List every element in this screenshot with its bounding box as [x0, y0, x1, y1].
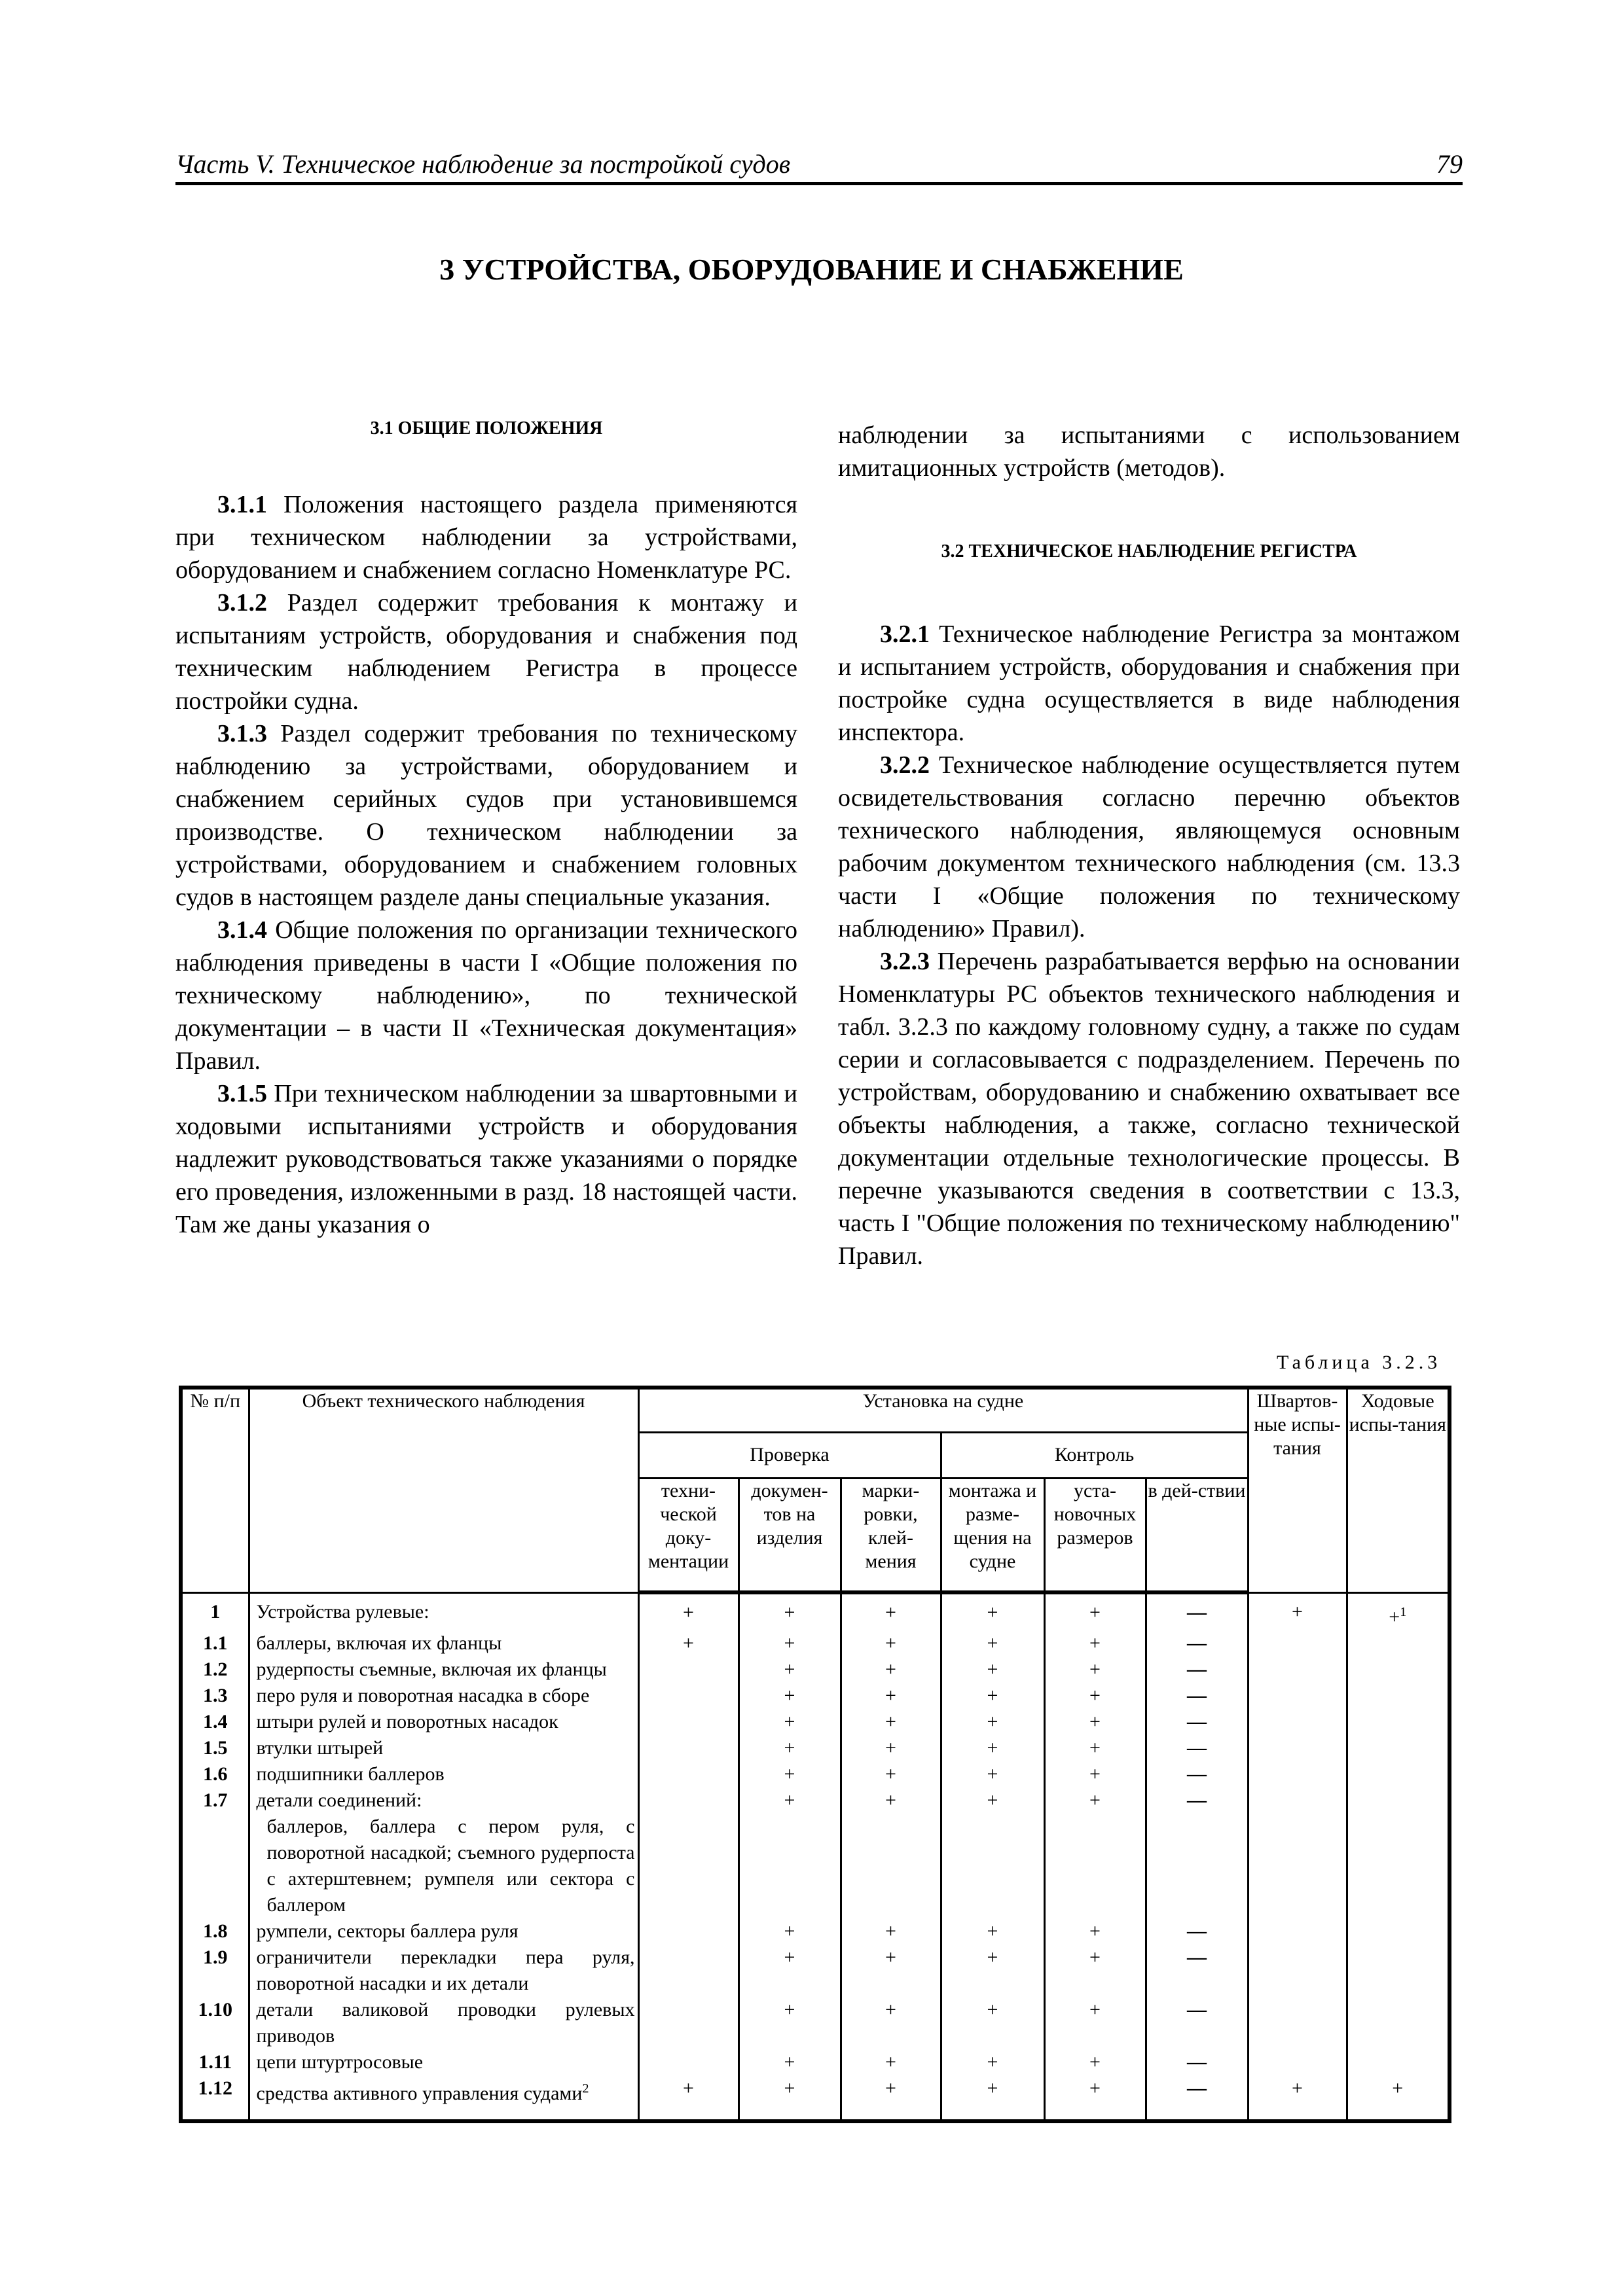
- mark-cell: [1146, 1630, 1248, 1657]
- mark-cell: [1347, 1735, 1450, 1761]
- mark: +: [1089, 2077, 1101, 2099]
- mark-cell: [941, 2075, 1044, 2121]
- mark-cell: [1248, 1787, 1347, 1814]
- mark-cell: [739, 1997, 841, 2049]
- mark-cell: [1044, 1683, 1146, 1709]
- mark-cell: [1248, 2075, 1347, 2121]
- mark-cell: [941, 1787, 1044, 1814]
- mark-cell: [1146, 1735, 1248, 1761]
- mark-cell: [1347, 1683, 1450, 1709]
- mark: —: [1187, 1789, 1207, 1811]
- paragraph-text: Раздел содержит требования к монтажу и испытаниям устройств, оборудования и снабжения под техническим наблюдением Регистра в процессе постройки судна.: [175, 589, 797, 715]
- paragraph: [175, 1077, 797, 1241]
- mark: +: [784, 1789, 795, 1811]
- mark-cell: [638, 1735, 739, 1761]
- mark-cell: [1146, 2049, 1248, 2075]
- right-column: [838, 419, 1460, 1272]
- paragraph: [838, 618, 1460, 749]
- mark-cell: [739, 2049, 841, 2075]
- paragraph-number: 3.1.2: [217, 589, 267, 617]
- mark: +: [987, 1684, 998, 1706]
- row-object: [249, 1814, 638, 1918]
- row-object: [249, 1657, 638, 1683]
- mark: —: [1187, 1632, 1207, 1654]
- row-object-text: румпели, секторы баллера руля: [256, 1920, 519, 1942]
- row-number: 1.12: [181, 2075, 249, 2121]
- paragraph-text: Положения настоящего раздела применяются при техническом наблюдении за устройствами, оборудованием и снабжением согласно Номенклатуре РС.: [175, 491, 797, 584]
- mark-cell: [941, 1814, 1044, 1918]
- mark-cell: [638, 1709, 739, 1735]
- paragraph-number: 3.2.2: [880, 751, 930, 779]
- mark: +: [885, 1920, 896, 1942]
- row-object: [249, 1918, 638, 1945]
- mark-cell: [841, 1761, 941, 1787]
- row-object-text: средства активного управления судами: [256, 2082, 583, 2104]
- mark: +: [784, 1658, 795, 1680]
- mark: +: [885, 1710, 896, 1732]
- mark-cell: [1146, 1683, 1248, 1709]
- row-object: [249, 2049, 638, 2075]
- subheader: техни-ческой доку-ментации: [638, 1478, 739, 1592]
- mark: +: [683, 2077, 694, 2099]
- mark: +: [1292, 1600, 1303, 1623]
- mark-cell: [638, 1592, 739, 1630]
- mark: +: [784, 2051, 795, 2073]
- row-object: [249, 1997, 638, 2049]
- mark-cell: [1044, 1918, 1146, 1945]
- footnote-ref: 1: [1400, 1604, 1407, 1619]
- mark: +: [885, 2051, 896, 2073]
- row-object-text: подшипники баллеров: [256, 1763, 445, 1785]
- table-caption: Таблица 3.2.3: [1277, 1352, 1442, 1373]
- mark: +: [1392, 2077, 1404, 2099]
- table-row: [181, 1630, 1450, 1657]
- mark-cell: [638, 1945, 739, 1997]
- mark-cell: [841, 1592, 941, 1630]
- subheader: монтажа и разме-щения на судне: [941, 1478, 1044, 1592]
- mark: +: [1389, 1605, 1400, 1628]
- mark-cell: [841, 1918, 941, 1945]
- paragraph: [175, 914, 797, 1077]
- table-row: [181, 1997, 1450, 2049]
- mark: +: [987, 1920, 998, 1942]
- mark: +: [784, 1710, 795, 1732]
- mark-cell: [638, 1814, 739, 1918]
- mark: +: [784, 2077, 795, 2099]
- mark-cell: [1347, 1592, 1450, 1630]
- mark: +: [1089, 1789, 1101, 1811]
- mark-cell: [1347, 1814, 1450, 1918]
- row-number: 1.6: [181, 1761, 249, 1787]
- table-row: [181, 1787, 1450, 1814]
- row-object: [249, 1592, 638, 1630]
- mark: +: [784, 1763, 795, 1785]
- row-number: 1.7: [181, 1787, 249, 1814]
- table-row: [181, 1761, 1450, 1787]
- mark: +: [885, 1998, 896, 2020]
- row-number: [181, 1814, 249, 1918]
- mark-cell: [941, 1657, 1044, 1683]
- mark: +: [1089, 1736, 1101, 1759]
- mark-cell: [841, 1997, 941, 2049]
- mark-cell: [1347, 1918, 1450, 1945]
- mark: +: [784, 1946, 795, 1968]
- table-row: [181, 1735, 1450, 1761]
- left-column: [175, 412, 797, 1241]
- paragraph-number: 3.1.3: [217, 720, 267, 747]
- mark-cell: [1347, 1787, 1450, 1814]
- mark-cell: [638, 1630, 739, 1657]
- mark-cell: [1044, 2049, 1146, 2075]
- header-num: № п/п: [181, 1388, 249, 1592]
- mark-cell: [1347, 2075, 1450, 2121]
- mark-cell: [1347, 1945, 1450, 1997]
- subheader: марки-ровки, клей-мения: [841, 1478, 941, 1592]
- row-number: 1: [181, 1592, 249, 1630]
- header-mooring: Швартов-ные испы-тания: [1248, 1388, 1347, 1592]
- mark-cell: [841, 2075, 941, 2121]
- running-header: [175, 143, 1463, 185]
- paragraph: [175, 717, 797, 914]
- mark-cell: [1146, 1657, 1248, 1683]
- row-object-text: детали валиковой проводки рулевых приводов: [256, 1998, 635, 2047]
- paragraph-number: 3.2.1: [880, 620, 930, 648]
- mark-cell: [941, 1945, 1044, 1997]
- header-object: Объект технического наблюдения: [249, 1388, 638, 1592]
- mark-cell: [739, 1592, 841, 1630]
- mark-cell: [739, 1735, 841, 1761]
- mark-cell: [1248, 1657, 1347, 1683]
- table-row: [181, 1683, 1450, 1709]
- mark-cell: [841, 1630, 941, 1657]
- paragraph-text: Раздел содержит требования по техническому наблюдению за устройствами, оборудованием и снабжением серийных судов при установившемся производстве. О техническом наблюдении за устройствами, оборудованием и снабжением головных судов в настоящем разделе даны специальные указания.: [175, 720, 797, 911]
- mark: +: [885, 1684, 896, 1706]
- mark-cell: [841, 1683, 941, 1709]
- mark-cell: [1248, 2049, 1347, 2075]
- mark-cell: [941, 1735, 1044, 1761]
- table-row: [181, 2049, 1450, 2075]
- mark: +: [784, 1602, 795, 1623]
- mark-cell: [1347, 1630, 1450, 1657]
- mark-cell: [1044, 1657, 1146, 1683]
- section-title: 3.2 ТЕХНИЧЕСКОЕ НАБЛЮДЕНИЕ РЕГИСТРА: [941, 541, 1357, 562]
- mark-cell: [1146, 1814, 1248, 1918]
- mark-cell: [1044, 2075, 1146, 2121]
- mark-cell: [1248, 1945, 1347, 1997]
- page-number: 79: [1436, 149, 1463, 179]
- mark-cell: [1044, 1630, 1146, 1657]
- mark: +: [885, 1763, 896, 1785]
- mark-cell: [1146, 2075, 1248, 2121]
- mark: +: [885, 1658, 896, 1680]
- mark: —: [1187, 2077, 1207, 2099]
- mark-cell: [941, 1997, 1044, 2049]
- mark-cell: [1347, 1657, 1450, 1683]
- paragraph: [838, 749, 1460, 945]
- mark: +: [987, 1658, 998, 1680]
- mark: +: [1089, 1763, 1101, 1785]
- mark-cell: [1248, 1592, 1347, 1630]
- mark: —: [1187, 1684, 1207, 1706]
- mark-cell: [638, 1918, 739, 1945]
- table-row: [181, 1657, 1450, 1683]
- mark: +: [1089, 1998, 1101, 2020]
- mark-cell: [1146, 1787, 1248, 1814]
- mark: +: [1089, 1658, 1101, 1680]
- row-number: 1.8: [181, 1918, 249, 1945]
- header-installation: Установка на судне: [638, 1388, 1248, 1432]
- mark: +: [1089, 1710, 1101, 1732]
- mark: +: [1089, 1632, 1101, 1654]
- paragraph-text: Техническое наблюдение Регистра за монтажом и испытанием устройств, оборудования и снабжения при постройке судна осуществляется в виде наблюдения инспектора.: [838, 620, 1460, 746]
- subheader: докумен-тов на изделия: [739, 1478, 841, 1592]
- chapter-title: 3 УСТРОЙСТВА, ОБОРУДОВАНИЕ И СНАБЖЕНИЕ: [439, 253, 1184, 286]
- mark: —: [1187, 1920, 1207, 1942]
- subheader: в дей-ствии: [1146, 1478, 1248, 1592]
- row-object-text: ограничители перекладки пера руля, поворотной насадки и их детали: [256, 1946, 635, 1994]
- table-row: [181, 1918, 1450, 1945]
- mark-cell: [1044, 1709, 1146, 1735]
- mark-cell: [638, 2075, 739, 2121]
- mark-cell: [739, 1918, 841, 1945]
- mark-cell: [1146, 1945, 1248, 1997]
- mark-cell: [1248, 1814, 1347, 1918]
- mark-cell: [638, 1683, 739, 1709]
- mark-cell: [1146, 1918, 1248, 1945]
- row-number: 1.5: [181, 1735, 249, 1761]
- mark-cell: [739, 1657, 841, 1683]
- mark: +: [683, 1602, 694, 1623]
- mark-cell: [1347, 2049, 1450, 2075]
- row-object: [249, 2075, 638, 2121]
- mark: +: [885, 1602, 896, 1623]
- mark-cell: [941, 1761, 1044, 1787]
- row-number: 1.10: [181, 1997, 249, 2049]
- mark: —: [1187, 2051, 1207, 2073]
- mark: —: [1187, 1946, 1207, 1968]
- mark-cell: [739, 1630, 841, 1657]
- mark-cell: [1146, 1761, 1248, 1787]
- mark-cell: [1248, 1761, 1347, 1787]
- row-object-text: перо руля и поворотная насадка в сборе: [256, 1684, 590, 1706]
- mark-cell: [1146, 1709, 1248, 1735]
- paragraph: [175, 488, 797, 586]
- mark: +: [987, 1946, 998, 1968]
- mark-cell: [739, 2075, 841, 2121]
- row-object-text: втулки штырей: [256, 1736, 384, 1759]
- paragraph: [838, 945, 1460, 1272]
- mark-cell: [841, 1709, 941, 1735]
- subheader: уста-новочных размеров: [1044, 1478, 1146, 1592]
- mark-cell: [1347, 1761, 1450, 1787]
- row-number: 1.1: [181, 1630, 249, 1657]
- row-object-text: детали соединений:: [256, 1789, 422, 1811]
- mark: —: [1187, 1736, 1207, 1759]
- row-object-text: рудерпосты съемные, включая их фланцы: [256, 1658, 607, 1680]
- mark: +: [987, 2077, 998, 2099]
- mark-cell: [1248, 1918, 1347, 1945]
- row-object-text: Устройства рулевые:: [256, 1600, 429, 1623]
- row-object: [249, 1761, 638, 1787]
- table-row: [181, 1592, 1450, 1630]
- mark-cell: [638, 1761, 739, 1787]
- mark-cell: [841, 1657, 941, 1683]
- mark-cell: [1044, 1761, 1146, 1787]
- mark-cell: [1248, 1683, 1347, 1709]
- mark: +: [784, 1736, 795, 1759]
- mark: —: [1187, 1658, 1207, 1680]
- row-object-text: цепи штуртросовые: [256, 2051, 424, 2073]
- mark: +: [784, 1632, 795, 1654]
- row-number: 1.9: [181, 1945, 249, 1997]
- row-object-text: баллеры, включая их фланцы: [256, 1632, 502, 1654]
- row-object: [249, 1735, 638, 1761]
- mark: +: [885, 1789, 896, 1811]
- mark: —: [1187, 1998, 1207, 2020]
- row-object-text: штыри рулей и поворотных насадок: [256, 1710, 558, 1732]
- mark-cell: [1248, 1997, 1347, 2049]
- mark-cell: [941, 1683, 1044, 1709]
- mark: +: [1089, 2051, 1101, 2073]
- mark-cell: [739, 1683, 841, 1709]
- mark-cell: [739, 1761, 841, 1787]
- mark-cell: [1044, 1592, 1146, 1630]
- mark-cell: [941, 1709, 1044, 1735]
- mark-cell: [1044, 1787, 1146, 1814]
- row-number: 1.4: [181, 1709, 249, 1735]
- mark-cell: [1248, 1735, 1347, 1761]
- header-control: Контроль: [941, 1432, 1248, 1478]
- mark: +: [1089, 1920, 1101, 1942]
- mark: —: [1187, 1602, 1207, 1623]
- mark-cell: [638, 1997, 739, 2049]
- row-object: [249, 1630, 638, 1657]
- paragraph-number: 3.1.4: [217, 916, 267, 944]
- mark-cell: [841, 1735, 941, 1761]
- header-check: Проверка: [638, 1432, 941, 1478]
- mark-cell: [739, 1945, 841, 1997]
- mark: +: [987, 1789, 998, 1811]
- mark-cell: [739, 1787, 841, 1814]
- paragraph-text: Перечень разрабатывается верфью на основании Номенклатуры РС объектов технического наблюдения и табл. 3.2.3 по каждому головному судну, а также по судам серии и согласовывается с подразделением. Перечень по устройствам, оборудованию и снабжению охватывает все объекты наблюдения, а также, согласно технической документации отдельные технологические процессы. В перечне указываются сведения в соответствии с 13.3, часть I "Общие положения по техническому наблюдению" Правил.: [838, 948, 1460, 1270]
- mark-cell: [1248, 1630, 1347, 1657]
- mark: +: [683, 1632, 694, 1654]
- mark: +: [784, 1684, 795, 1706]
- table-row: [181, 1814, 1450, 1918]
- mark-cell: [941, 1592, 1044, 1630]
- mark: +: [1292, 2077, 1303, 2099]
- mark-cell: [841, 2049, 941, 2075]
- mark-cell: [1044, 1735, 1146, 1761]
- mark-cell: [841, 1787, 941, 1814]
- mark-cell: [1347, 1997, 1450, 2049]
- paragraph-text: Общие положения по организации технического наблюдения приведены в части I «Общие положения по техническому наблюдению», по технической документации – в части II «Техническая документация» Правил.: [175, 916, 797, 1075]
- mark: +: [1089, 1602, 1101, 1623]
- mark: —: [1187, 1710, 1207, 1732]
- header-sea: Ходовые испы-тания: [1347, 1388, 1450, 1592]
- mark-cell: [1044, 1945, 1146, 1997]
- table-row: [181, 1945, 1450, 1997]
- mark-cell: [841, 1814, 941, 1918]
- mark-cell: [638, 2049, 739, 2075]
- mark-cell: [1248, 1709, 1347, 1735]
- paragraph-number: 3.1.1: [217, 491, 267, 518]
- mark-cell: [1347, 1709, 1450, 1735]
- mark: +: [987, 1763, 998, 1785]
- row-object: [249, 1945, 638, 1997]
- row-object: [249, 1683, 638, 1709]
- mark: +: [885, 1946, 896, 1968]
- mark-cell: [941, 1630, 1044, 1657]
- mark-cell: [1044, 1997, 1146, 2049]
- paragraph: [175, 586, 797, 717]
- row-object: [249, 1787, 638, 1814]
- section-title: 3.1 ОБЩИЕ ПОЛОЖЕНИЯ: [370, 418, 603, 439]
- row-number: 1.11: [181, 2049, 249, 2075]
- mark: +: [1089, 1946, 1101, 1968]
- row-object-text: баллеров, баллера с пером руля, с поворотной насадкой; съемного рудерпоста с ахтерштевнем; румпеля или сектора с баллером: [266, 1815, 635, 1916]
- paragraph-number: 3.1.5: [217, 1080, 267, 1107]
- mark: —: [1187, 1763, 1207, 1785]
- mark: +: [1089, 1684, 1101, 1706]
- paragraph-text: Техническое наблюдение осуществляется путем освидетельствования согласно перечню объектов технического наблюдения, являющемуся основным рабочим документом технического наблюдения (см. 13.3 части I «Общие положения по техническому наблюдению» Правил).: [838, 751, 1460, 942]
- continuation-text: наблюдении за испытаниями с использованием имитационных устройств (методов).: [838, 422, 1460, 482]
- mark: +: [987, 1710, 998, 1732]
- mark-cell: [1044, 1814, 1146, 1918]
- inspection-table: [179, 1386, 1451, 2123]
- table-row: [181, 1709, 1450, 1735]
- footnote-ref: 2: [582, 2081, 589, 2096]
- row-number: 1.2: [181, 1657, 249, 1683]
- running-title: Часть V. Техническое наблюдение за постройкой судов: [175, 149, 791, 179]
- mark-cell: [739, 1709, 841, 1735]
- mark-cell: [941, 2049, 1044, 2075]
- mark: +: [987, 1632, 998, 1654]
- mark: +: [784, 1998, 795, 2020]
- mark-cell: [638, 1657, 739, 1683]
- mark-cell: [941, 1918, 1044, 1945]
- table-row: [181, 2075, 1450, 2121]
- mark-cell: [841, 1945, 941, 1997]
- mark-cell: [638, 1787, 739, 1814]
- mark: +: [885, 2077, 896, 2099]
- mark: +: [885, 1632, 896, 1654]
- row-number: 1.3: [181, 1683, 249, 1709]
- mark: +: [987, 2051, 998, 2073]
- row-object: [249, 1709, 638, 1735]
- mark-cell: [1146, 1997, 1248, 2049]
- mark: +: [987, 1602, 998, 1623]
- mark-cell: [739, 1814, 841, 1918]
- mark: +: [885, 1736, 896, 1759]
- mark-cell: [1146, 1592, 1248, 1630]
- mark: +: [784, 1920, 795, 1942]
- mark: +: [987, 1998, 998, 2020]
- mark: +: [987, 1736, 998, 1759]
- paragraph-number: 3.2.3: [880, 948, 930, 975]
- paragraph-text: При техническом наблюдении за швартовными и ходовыми испытаниями устройств и оборудования надлежит руководствоваться также указаниями о порядке его проведения, изложенными в разд. 18 настоящей части. Там же даны указания о: [175, 1080, 797, 1238]
